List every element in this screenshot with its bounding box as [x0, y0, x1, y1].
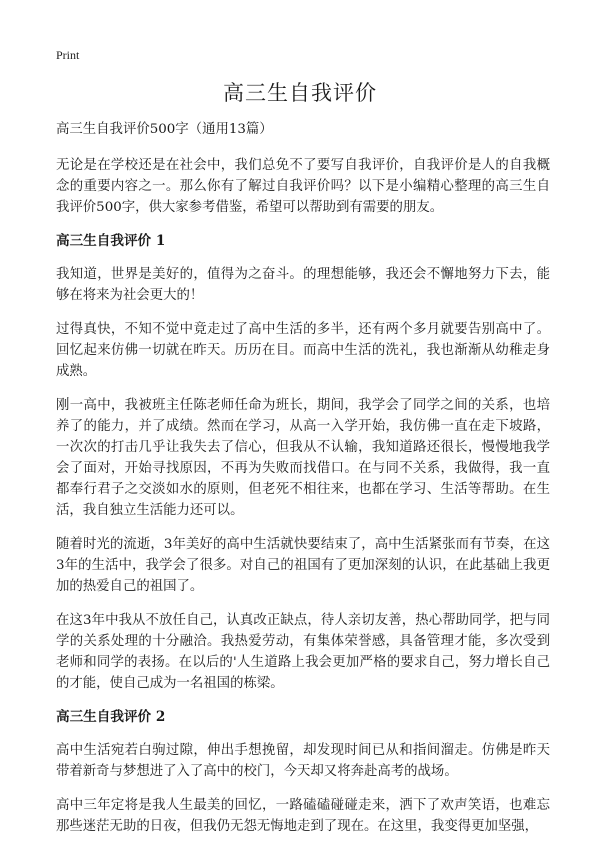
paragraph: 高中三年定将是我人生最美的回忆，一路磕磕碰碰走来，洒下了欢声笑语，也难忘那些迷茫无助的日夜，但我仍无怨无悔地走到了现在。在这里，我变得更加坚强， [56, 798, 550, 834]
page-title: 高三生自我评价 [223, 81, 377, 105]
section-heading: 高三生自我评价 1 [56, 233, 166, 249]
paragraph: 随着时光的流逝，3年美好的高中生活就快要结束了，高中生活紧张而有节奏，在这3年的生活中，我学会了很多。对自己的祖国有了更加深刻的认识，在此基础上我更加的热爱自己的祖国了。 [56, 537, 550, 594]
intro-paragraph: 无论是在学校还是在社会中，我们总免不了要写自我评价，自我评价是人的自我概念的重要内容之一。那么你有了解过自我评价吗？以下是小编精心整理的高三生自我评价500字，供大家参考借鉴，希望可以帮助到有需要的朋友。 [56, 158, 550, 215]
paragraph: 刚一高中，我被班主任陈老师任命为班长，期间，我学会了同学之间的关系，也培养了的能力，并了成绩。然而在学习，从高一入学开始，我仿佛一直在走下坡路，一次次的打击几乎让我失去了信心，但我从不认输，我知道路还很长，慢慢地我学会了面对，开始寻找原因，不再为失败而找借口。在与同不关系，我做得，我一直都奉行君子之交淡如水的原则，但老死不相往来，也都在学习、生活等帮助。在生活，我自独立生活能力还可以。 [56, 398, 550, 518]
paragraph: 我知道，世界是美好的，值得为之奋斗。的理想能够，我还会不懈地努力下去，能够在将来为社会更大的！ [56, 267, 550, 303]
article-body [56, 119, 550, 850]
print-link[interactable]: Print [56, 48, 80, 62]
paragraph: 在这3年中我从不放任自己，认真改正缺点，待人亲切友善，热心帮助同学，把与同学的关系处理的十分融洽。我热爱劳动，有集体荣誉感，具备管理才能，多次受到老师和同学的表扬。在以后的'人生道路上我会更加严格的要求自己，努力增长自己的才能，使自己成为一名祖国的栋梁。 [56, 613, 550, 691]
section-heading: 高三生自我评价 2 [56, 709, 166, 725]
paragraph: 高中生活宛若白驹过隙，伸出手想挽留，却发现时间已从和指间溜走。仿佛是昨天带着新奇与梦想进了入了高中的校门，今天却又将奔赴高考的战场。 [56, 743, 550, 779]
article-subtitle: 高三生自我评价500字（通用13篇） [56, 122, 273, 137]
paragraph: 过得真快，不知不觉中竟走过了高中生活的多半，还有两个多月就要告别高中了。回忆起来仿佛一切就在昨天。历历在目。而高中生活的洗礼，我也渐渐从幼稚走身成熟。 [56, 322, 550, 379]
